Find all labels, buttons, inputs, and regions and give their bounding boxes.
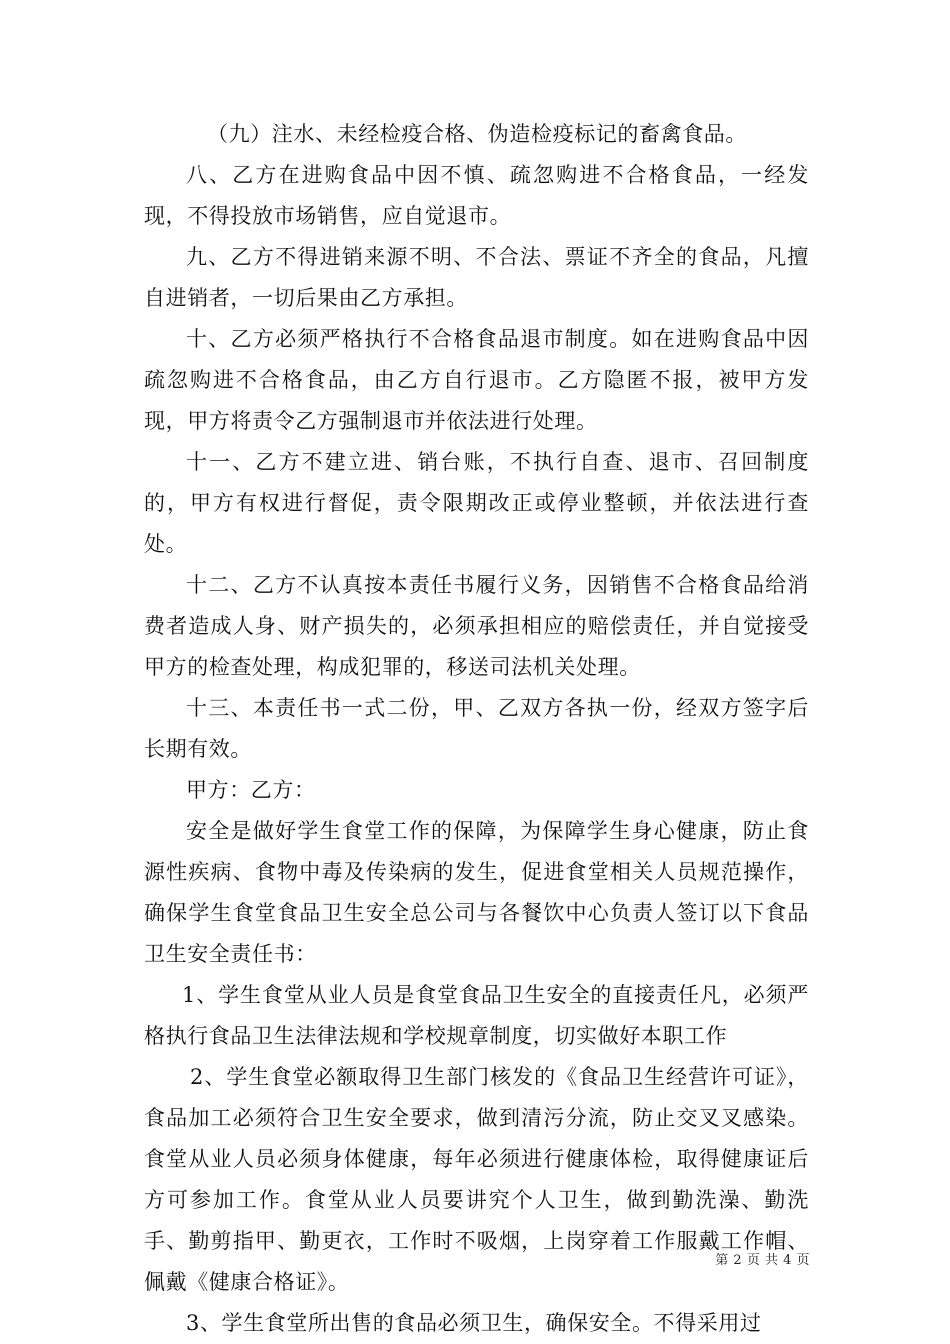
paragraph-rule-2: 2、学生食堂必额取得卫生部门核发的《食品卫生经营许可证》，食品加工必须符合卫生安全要求，做到清污分流，防止交叉叉感染。食堂从业人员必须身体健康，每年必须进行健康体检，取得健康证后方可参加工作。食堂从业人员要讲究个人卫生，做到勤洗澡、勤洗手、勤剪指甲、勤更衣，工作时不吸烟，上岗穿着工作服戴工作帽、佩戴《健康合格证》。: [144, 1065, 809, 1294]
paragraph-clause-12: 十二、乙方不认真按本责任书履行义务，因销售不合格食品给消费者造成人身、财产损失的，必须承担相应的赔偿责任，并自觉接受甲方的检查处理，构成犯罪的，移送司法机关处理。: [144, 573, 809, 679]
paragraph-clause-10: 十、乙方必须严格执行不合格食品退市制度。如在进购食品中因疏忽购进不合格食品，由乙方自行退市。乙方隐匿不报，被甲方发现，甲方将责令乙方强制退市并依法进行处理。: [144, 327, 809, 433]
paragraph-intro: 安全是做好学生食堂工作的保障，为保障学生身心健康，防止食源性疾病、食物中毒及传染病的发生，促进食堂相关人员规范操作，确保学生食堂食品卫生安全总公司与各餐饮中心负责人签订以下食品卫生安全责任书：: [144, 819, 809, 966]
paragraph-clause-11: 十一、乙方不建立进、销台账，不执行自查、退市、召回制度的，甲方有权进行督促，责令限期改正或停业整顿，并依法进行查处。: [144, 450, 809, 556]
signature-line: 甲方：乙方：: [186, 778, 316, 802]
paragraph-clause-13: 十三、本责任书一式二份，甲、乙双方各执一份，经双方签字后长期有效。: [144, 696, 809, 761]
paragraph-rule-1: 1、学生食堂从业人员是食堂食品卫生安全的直接责任凡，必须严格执行食品卫生法律法规和学校规章制度，切实做好本职工作: [144, 983, 809, 1048]
paragraph-clause-8: 八、乙方在进购食品中因不慎、疏忽购进不合格食品，一经发现，不得投放市场销售，应自觉退市。: [144, 163, 809, 228]
paragraph-item-9: （九）注水、未经检疫合格、伪造检疫标记的畜禽食品。: [207, 122, 747, 146]
page-number: 第 2 页 共 4 页: [715, 1253, 810, 1268]
paragraph-rule-3: 3、学生食堂所出售的食品必须卫生，确保安全。不得采用过: [186, 1311, 762, 1335]
paragraph-clause-9: 九、乙方不得进销来源不明、不合法、票证不齐全的食品，凡擅自进销者，一切后果由乙方承担。: [144, 245, 809, 310]
document-body: [144, 114, 809, 1344]
